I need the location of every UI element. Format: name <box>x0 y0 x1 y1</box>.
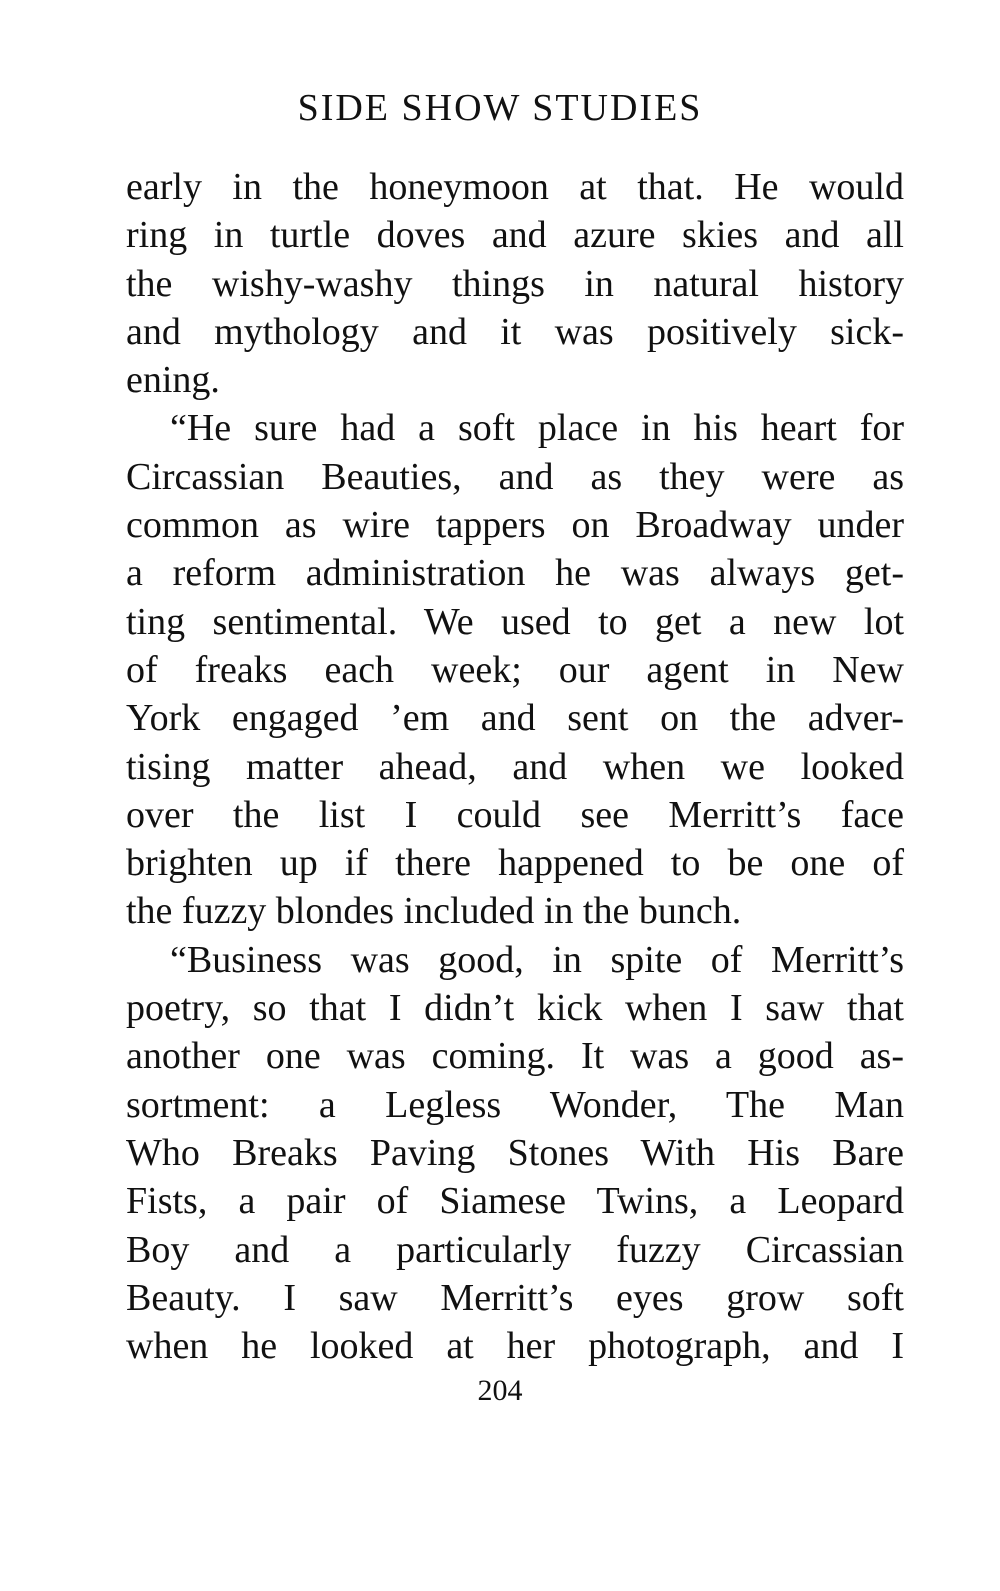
text-line: tising matter ahead, and when we looked <box>126 745 904 788</box>
text-line: another one was coming. It was a good as- <box>126 1035 904 1078</box>
text-line: Circassian Beauties, and as they were as <box>126 455 904 498</box>
text-line: the wishy-washy things in natural history <box>126 262 904 305</box>
text-line: sortment: a Legless Wonder, The Man <box>126 1083 904 1126</box>
text-line: over the list I could see Merritt’s face <box>126 793 904 836</box>
text-line: “Business was good, in spite of Merritt’s <box>170 938 904 981</box>
text-line: of freaks each week; our agent in New <box>126 648 904 691</box>
text-line: York engaged ’em and sent on the adver- <box>126 697 904 740</box>
text-line: Beauty. I saw Merritt’s eyes grow soft <box>126 1276 904 1319</box>
text-line: early in the honeymoon at that. He would <box>126 166 904 208</box>
text-line: Fists, a pair of Siamese Twins, a Leopard <box>126 1180 904 1223</box>
text-line: Boy and a particularly fuzzy Circassian <box>126 1228 904 1271</box>
running-title: SIDE SHOW STUDIES <box>297 87 703 129</box>
body-text <box>126 163 904 1370</box>
text-line: common as wire tappers on Broadway under <box>126 504 904 547</box>
text-line: “He sure had a soft place in his heart for <box>170 407 904 450</box>
text-line: when he looked at her photograph, and I <box>126 1325 904 1368</box>
text-line: ening. <box>126 359 220 402</box>
text-line: the fuzzy blondes included in the bunch. <box>126 890 742 933</box>
text-line: Who Breaks Paving Stones With His Bare <box>126 1131 904 1174</box>
text-line: a reform administration he was always get- <box>126 552 904 595</box>
text-line: poetry, so that I didn’t kick when I saw that <box>126 987 904 1030</box>
text-line: and mythology and it was positively sick- <box>126 310 904 353</box>
text-line: brighten up if there happened to be one of <box>126 842 904 885</box>
page-number: 204 <box>477 1374 523 1407</box>
text-line: ting sentimental. We used to get a new lot <box>126 600 904 643</box>
text-line: ring in turtle doves and azure skies and all <box>126 214 904 257</box>
